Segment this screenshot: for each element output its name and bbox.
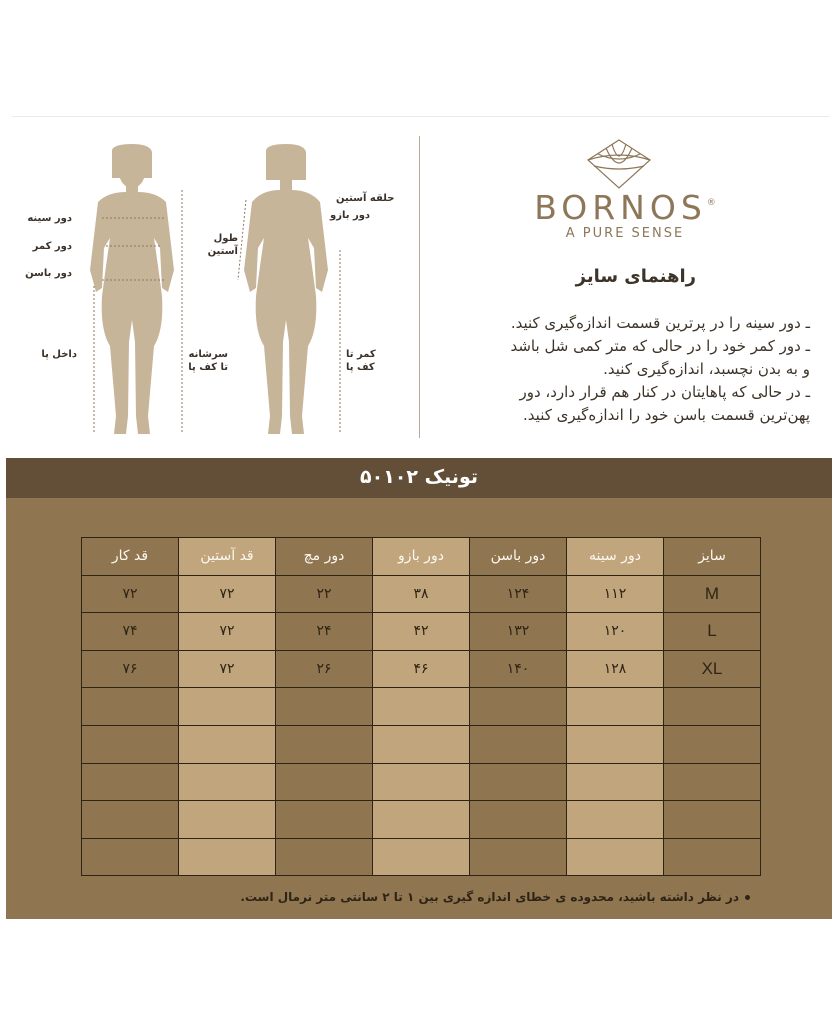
instruction-line: ـ در حالی که پاهایتان در کنار هم قرار دارد، دور <box>519 383 810 401</box>
measurement-cell <box>567 763 664 801</box>
measurement-cell: ۱۳۲ <box>470 613 567 651</box>
size-table-body <box>82 575 761 876</box>
bullet-icon <box>745 895 750 900</box>
header-sleeve-length: قد آستین <box>179 538 276 576</box>
size-cell <box>664 838 761 876</box>
waist-to-floor-label-2: کف پا <box>346 362 375 373</box>
size-cell: XL <box>664 650 761 688</box>
measurement-cell <box>470 801 567 839</box>
shoulder-to-floor-label-2: تا کف پا <box>188 362 228 373</box>
hip-label: دور باسن <box>25 268 72 279</box>
body-measurement-figures <box>14 120 418 450</box>
measurement-cell <box>276 763 373 801</box>
size-table <box>81 537 761 876</box>
measurement-cell: ۱۲۸ <box>567 650 664 688</box>
measurement-instructions <box>440 312 810 427</box>
measurement-cell <box>567 801 664 839</box>
measurement-cell <box>82 688 179 726</box>
measurement-cell: ۷۶ <box>82 650 179 688</box>
measurement-cell <box>373 763 470 801</box>
header-size: سایز <box>664 538 761 576</box>
measurement-cell <box>276 688 373 726</box>
size-cell: L <box>664 613 761 651</box>
measurement-cell <box>470 725 567 763</box>
brand-name-text: BORNOS <box>534 188 707 227</box>
sleeve-length-label-2: آستین <box>207 246 238 257</box>
measurement-cell: ۲۶ <box>276 650 373 688</box>
measurement-cell <box>373 838 470 876</box>
table-row <box>82 838 761 876</box>
measurement-cell <box>179 801 276 839</box>
registered-mark: ® <box>706 198 716 208</box>
measurement-cell <box>373 688 470 726</box>
measurement-cell: ۱۱۲ <box>567 575 664 613</box>
upper-arm-label: دور بازو <box>330 210 371 221</box>
shoulder-to-floor-label-1: سرشانه <box>188 349 228 360</box>
measurement-cell <box>470 763 567 801</box>
measurement-cell: ۱۲۰ <box>567 613 664 651</box>
measurement-cell <box>567 688 664 726</box>
measurement-cell <box>373 801 470 839</box>
measurement-cell: ۱۲۴ <box>470 575 567 613</box>
measurement-cell: ۳۸ <box>373 575 470 613</box>
footnote-text: در نظر داشته باشید، محدوده ی خطای اندازه گیری بین ۱ تا ۲ سانتی متر نرمال است. <box>240 890 739 904</box>
brand-name <box>505 188 745 227</box>
size-cell <box>664 763 761 801</box>
table-row <box>82 725 761 763</box>
header-wrist: دور مچ <box>276 538 373 576</box>
measurement-cell <box>470 688 567 726</box>
measurement-cell <box>82 725 179 763</box>
product-title: تونیک ۵۰۱۰۲ <box>360 466 478 488</box>
measurement-cell <box>82 801 179 839</box>
instruction-line: ـ دور کمر خود را در حالی که متر کمی شل باشد <box>510 337 810 355</box>
table-row <box>82 575 761 613</box>
measurement-cell <box>567 725 664 763</box>
measurement-cell <box>179 725 276 763</box>
body-silhouettes-illustration <box>14 120 418 450</box>
bust-label: دور سینه <box>27 213 72 224</box>
table-row <box>82 688 761 726</box>
sleeve-length-label-1: طول <box>213 233 238 244</box>
brand-tagline: A PURE SENSE <box>565 226 685 241</box>
armhole-label: حلقه آستین <box>336 193 395 204</box>
header-garment-length: قد کار <box>82 538 179 576</box>
measurement-cell: ۲۲ <box>276 575 373 613</box>
measurement-note <box>240 890 750 904</box>
instruction-line: پهن‌ترین قسمت باسن خود را اندازه‌گیری کنید. <box>523 406 810 424</box>
measurement-cell: ۷۴ <box>82 613 179 651</box>
measurement-cell: ۴۲ <box>373 613 470 651</box>
table-header-row <box>82 538 761 576</box>
product-title-band <box>6 458 832 498</box>
measurement-cell: ۷۲ <box>179 613 276 651</box>
measurement-cell <box>276 725 373 763</box>
panel-divider <box>419 136 420 438</box>
measurement-cell <box>470 838 567 876</box>
measurement-cell: ۱۴۰ <box>470 650 567 688</box>
measurement-cell <box>179 838 276 876</box>
measurement-cell <box>373 725 470 763</box>
size-cell <box>664 688 761 726</box>
header-upper-arm: دور بازو <box>373 538 470 576</box>
waist-label: دور کمر <box>32 241 72 252</box>
table-row <box>82 801 761 839</box>
bornos-logo-icon <box>586 138 652 190</box>
instruction-line: و به بدن نچسبد، اندازه‌گیری کنید. <box>603 360 810 378</box>
size-guide-title: راهنمای سایز <box>575 266 696 287</box>
waist-to-floor-label-1: کمر تا <box>346 349 376 360</box>
table-row <box>82 650 761 688</box>
measurement-cell: ۲۴ <box>276 613 373 651</box>
instruction-line: ـ دور سینه را در پرترین قسمت اندازه‌گیری کنید. <box>510 314 810 332</box>
table-row <box>82 763 761 801</box>
header-hip: دور باسن <box>470 538 567 576</box>
measurement-cell: ۷۲ <box>179 650 276 688</box>
size-cell <box>664 801 761 839</box>
table-row <box>82 613 761 651</box>
measurement-cell: ۷۲ <box>179 575 276 613</box>
inseam-label: داخل پا <box>41 349 77 360</box>
size-cell <box>664 725 761 763</box>
measurement-cell <box>82 763 179 801</box>
measurement-cell: ۷۲ <box>82 575 179 613</box>
measurement-cell <box>276 801 373 839</box>
measurement-cell <box>567 838 664 876</box>
measurement-cell: ۴۶ <box>373 650 470 688</box>
header-bust: دور سینه <box>567 538 664 576</box>
measurement-cell <box>179 763 276 801</box>
size-cell: M <box>664 575 761 613</box>
measurement-cell <box>179 688 276 726</box>
measurement-cell <box>276 838 373 876</box>
measurement-cell <box>82 838 179 876</box>
